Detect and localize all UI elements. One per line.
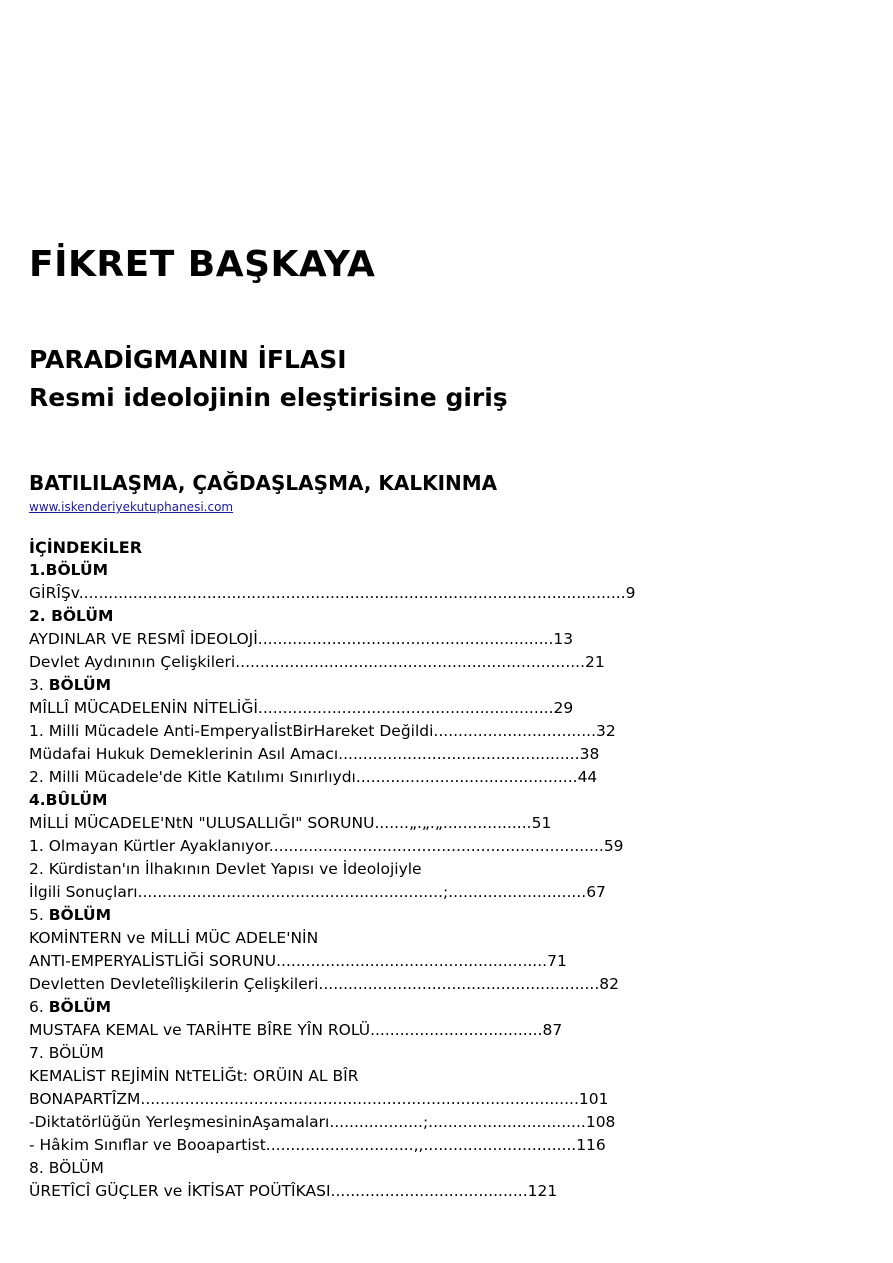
toc-line: -Diktatörlüğün YerleşmesininAşamaları...................;................................108 [29, 1113, 616, 1131]
toc-line: 6. BÖLÜM [29, 998, 112, 1016]
toc-line: Müdafai Hukuk Demeklerinin Asıl Amacı.................................................38 [29, 745, 600, 763]
toc-line: 7. BÖLÜM [29, 1044, 104, 1062]
toc-line: - Hâkim Sınıflar ve Booapartist..............................,,...............................116 [29, 1136, 606, 1154]
toc-line: Devlet Aydınının Çelişkileri.......................................................................21 [29, 653, 605, 671]
toc-line: 2. BÖLÜM [29, 607, 114, 625]
toc-line: GİRÎŞv...............................................................................................................9 [29, 584, 636, 602]
toc-line: MİLLİ MÜCADELE'NtN "ULUSALLIĞI" SORUNU.......„.„.„..................51 [29, 814, 552, 832]
toc-line: 2. Milli Mücadele'de Kitle Katılımı Sınırlıydı.............................................44 [29, 768, 598, 786]
toc-line: BONAPARTÎZM.........................................................................................101 [29, 1090, 609, 1108]
toc-line: 8. BÖLÜM [29, 1159, 104, 1177]
toc-line: 1.BÖLÜM [29, 561, 108, 579]
toc-line: AYDINLAR VE RESMÎ İDEOLOJİ............................................................13 [29, 630, 574, 648]
toc-line: İlgili Sonuçları..............................................................;............................67 [29, 883, 606, 901]
toc-line: ÜRETÎCÎ GÜÇLER ve İKTİSAT POÜTÎKASI........................................121 [29, 1182, 558, 1200]
table-of-contents [29, 536, 649, 1203]
toc-line: MÎLLÎ MÜCADELENİN NİTELİĞİ............................................................29 [29, 699, 574, 717]
toc-line: 3. BÖLÜM [29, 676, 112, 694]
toc-line: 1. Milli Mücadele Anti-EmperyalİstBirHareket Değildi.................................32 [29, 722, 616, 740]
toc-line: ANTI-EMPERYALİSTLİĞİ SORUNU.......................................................71 [29, 952, 567, 970]
toc-line: Devletten Devleteîlişkilerin Çelişkileri.........................................................82 [29, 975, 619, 993]
book-title: PARADİGMANIN İFLASI [29, 345, 347, 374]
toc-line: KEMALİST REJİMİN NtTELİĞt: ORÜIN AL BÎR [29, 1067, 359, 1085]
toc-line: 1. Olmayan Kürtler Ayaklanıyor....................................................................59 [29, 837, 624, 855]
book-subtitle: Resmi ideolojinin eleştirisine giriş [29, 383, 508, 412]
toc-line: 5. BÖLÜM [29, 906, 112, 924]
author-name: FİKRET BAŞKAYA [29, 244, 376, 285]
series-title: BATILILAŞMA, ÇAĞDAŞLAŞMA, KALKINMA [29, 471, 498, 495]
toc-heading: İÇİNDEKİLER [29, 538, 143, 557]
toc-line: MUSTAFA KEMAL ve TARİHTE BÎRE YÎN ROLÜ...................................87 [29, 1021, 563, 1039]
website-link[interactable]: www.iskenderiyekutuphanesi.com [29, 500, 234, 514]
toc-line: KOMİNTERN ve MİLLİ MÜC ADELE'NİN [29, 929, 319, 947]
toc-line: 4.BÛLÜM [29, 791, 108, 809]
toc-line: 2. Kürdistan'ın İlhakının Devlet Yapısı ve İdeolojiyle [29, 860, 422, 878]
